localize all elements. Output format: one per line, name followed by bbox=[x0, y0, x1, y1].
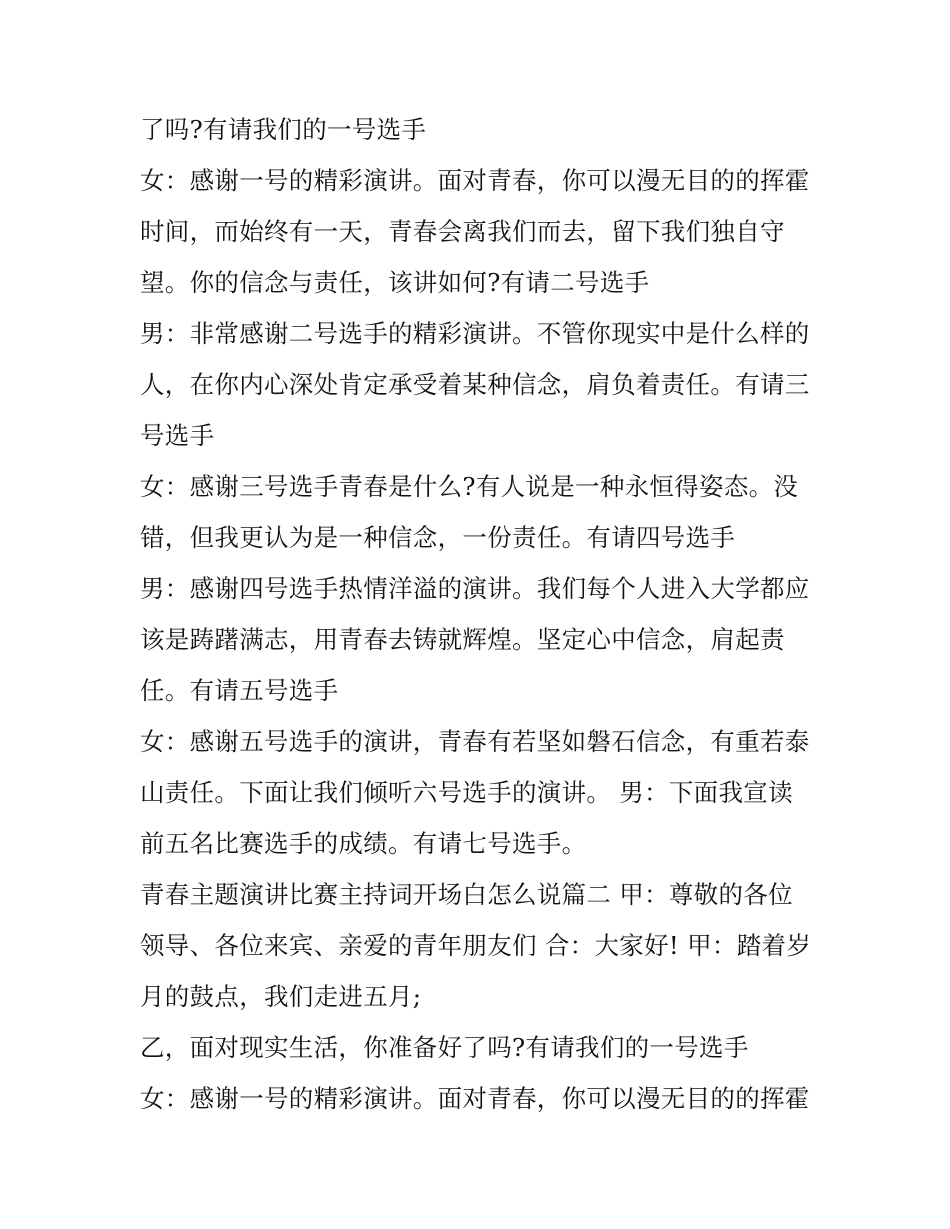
text-line-3: 时间，而始终有一天，青春会离我们而去，留下我们独自守 bbox=[140, 217, 785, 246]
text-line-10: 男：感谢四号选手热情洋溢的演讲。我们每个人进入大学都应 bbox=[140, 574, 810, 603]
text-line-5: 男：非常感谢二号选手的精彩演讲。不管你现实中是什么样的 bbox=[140, 319, 810, 348]
text-line-18: 月的鼓点，我们走进五月; bbox=[140, 982, 422, 1011]
text-line-12: 任。有请五号选手 bbox=[140, 676, 339, 705]
text-line-1: 了吗?有请我们的一号选手 bbox=[140, 115, 427, 144]
text-line-14: 山责任。下面让我们倾听六号选手的演讲。 男：下面我宣读 bbox=[140, 778, 793, 807]
text-line-8: 女：感谢三号选手青春是什么?有人说是一种永恒得姿态。没 bbox=[140, 472, 799, 501]
text-line-15: 前五名比赛选手的成绩。有请七号选手。 bbox=[140, 829, 587, 858]
text-line-6: 人，在你内心深处肯定承受着某种信念，肩负着责任。有请三 bbox=[140, 370, 810, 399]
text-line-19: 乙，面对现实生活，你准备好了吗?有请我们的一号选手 bbox=[140, 1033, 749, 1062]
text-line-20: 女：感谢一号的精彩演讲。面对青春，你可以漫无目的的挥霍 bbox=[140, 1084, 810, 1113]
text-line-13: 女：感谢五号选手的演讲，青春有若坚如磐石信念，有重若泰 bbox=[140, 727, 810, 756]
document-body bbox=[140, 104, 820, 1124]
text-line-7: 号选手 bbox=[140, 421, 215, 450]
text-line-17: 领导、各位来宾、亲爱的青年朋友们 合：大家好! 甲：踏着岁 bbox=[140, 931, 812, 960]
text-line-4: 望。你的信念与责任，该讲如何?有请二号选手 bbox=[140, 268, 650, 297]
text-line-11: 该是踌躇满志，用青春去铸就辉煌。坚定心中信念，肩起责 bbox=[140, 625, 785, 654]
text-line-9: 错，但我更认为是一种信念，一份责任。有请四号选手 bbox=[140, 523, 736, 552]
text-line-2: 女：感谢一号的精彩演讲。面对青春，你可以漫无目的的挥霍 bbox=[140, 166, 810, 195]
text-line-16: 青春主题演讲比赛主持词开场白怎么说篇二 甲：尊敬的各位 bbox=[140, 880, 793, 909]
